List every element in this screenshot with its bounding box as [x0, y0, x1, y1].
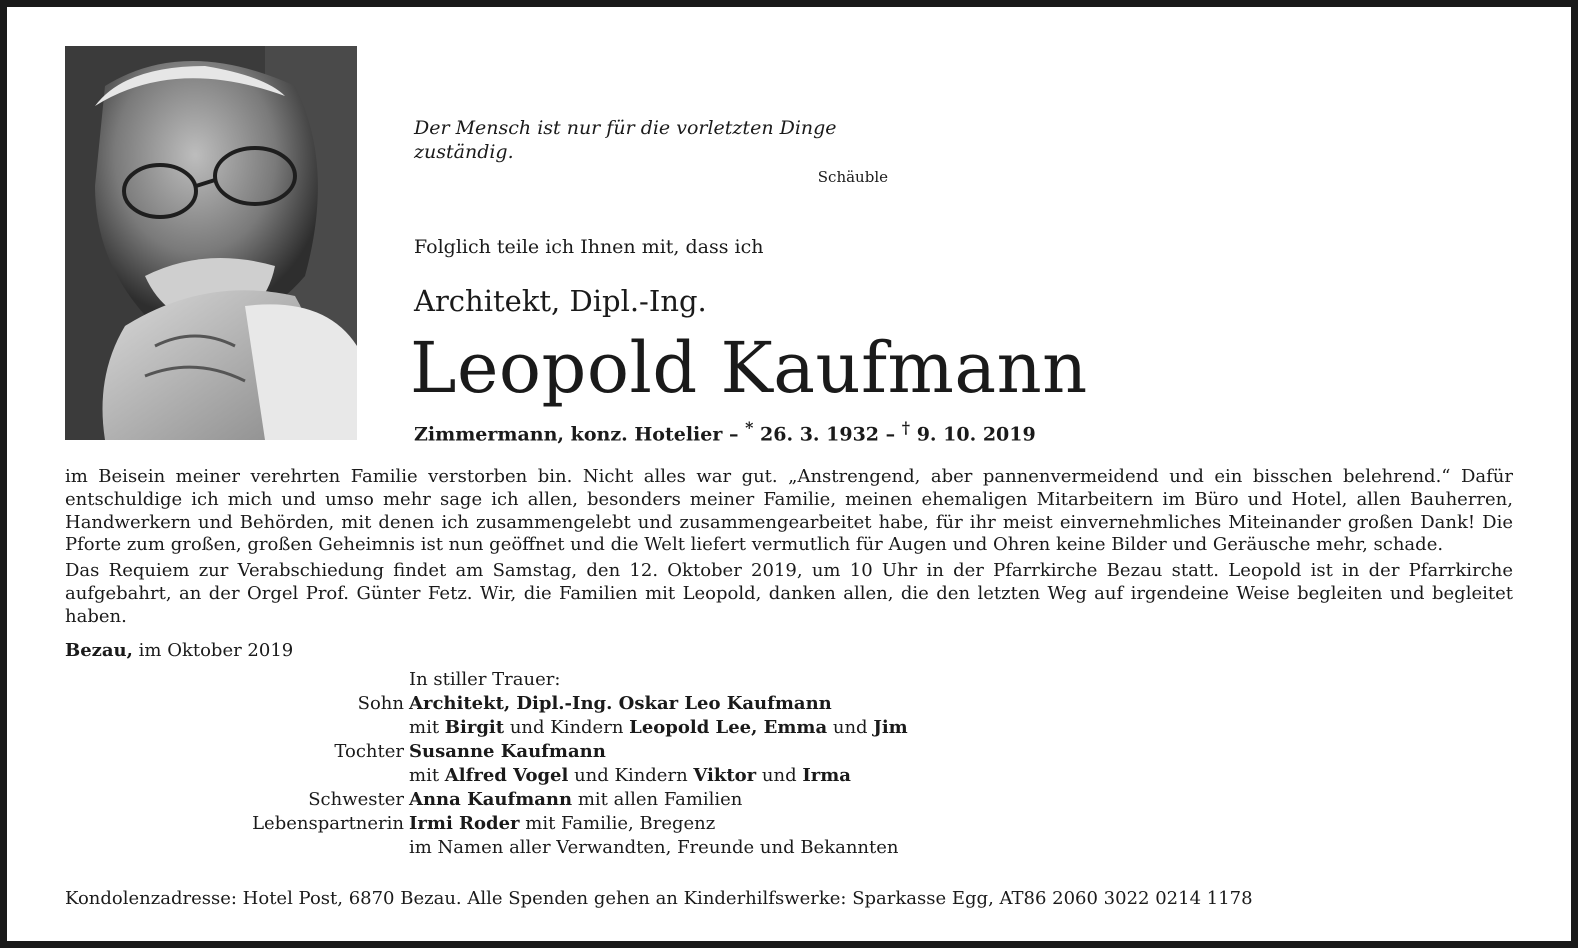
deceased-profession: Architekt, Dipl.-Ing. — [414, 284, 707, 318]
mourners-heading: In stiller Trauer: — [409, 669, 561, 690]
occupation: Zimmermann, konz. Hotelier — [414, 423, 723, 446]
body-paragraph: Das Requiem zur Verabschiedung findet am Samstag, den 12. Oktober 2019, um 10 Uhr in der Pfarrkirche Bezau statt. Leopold ist in der Pfarrkirche aufgebahrt, an der Orgel Prof. Günter Fetz. Wir, die Familien mit Leopold, danken allen, die den letzten Weg auf irgendeine Weise begleiten und begleitet haben. — [65, 560, 1513, 627]
connector-text: mit allen Familien — [577, 789, 743, 810]
notice-body — [65, 466, 1513, 629]
epigraph — [414, 116, 888, 186]
mourner-name: Alfred Vogel — [444, 765, 569, 786]
mourner-name: Viktor — [693, 765, 757, 786]
mourner-row — [200, 716, 1100, 740]
body-paragraph: im Beisein meiner verehrten Familie verstorben bin. Nicht alles war gut. „Anstrengend, aber pannenvermeidend und ein bisschen belehrend.“ Dafür entschuldige ich mich und umso mehr sage ich allen, besonders meiner Familie, meinen ehemaligen Mitarbeitern im Büro und Hotel, allen Bauherren, Handwerkern und Behörden, mit denen ich zusammengelebt und zusammengearbeitet habe, für ihr meist einvernehmliches Miteinander großen Dank! Die Pforte zum großen, großen Geheimnis ist nun geöffnet und die Welt liefert vermutlich für Augen und Ohren keine Bilder und Geräusche mehr, schade. — [65, 466, 1513, 556]
dash-separator: – — [729, 423, 746, 446]
mourner-row — [200, 812, 1100, 836]
mourners-heading-row — [200, 668, 1100, 692]
birth-date: 26. 3. 1932 — [760, 423, 880, 446]
mourner-name: Anna Kaufmann — [409, 789, 573, 810]
connector-text: mit — [409, 717, 440, 738]
deceased-name: Leopold Kaufmann — [410, 327, 1088, 409]
connector-text: und Kindern — [574, 765, 688, 786]
epigraph-author: Schäuble — [817, 168, 888, 186]
born-symbol: * — [745, 418, 754, 437]
connector-text: und — [832, 717, 868, 738]
closing-line: im Namen aller Verwandten, Freunde und Bekannten — [409, 837, 899, 858]
date: im Oktober 2019 — [138, 640, 294, 661]
place-date — [65, 640, 293, 661]
portrait-photo — [65, 46, 357, 440]
mourners-list — [200, 668, 1100, 860]
mourner-name: Jim — [873, 717, 908, 738]
condolence-footer: Kondolenzadresse: Hotel Post, 6870 Bezau. Alle Spenden gehen an Kinderhilfswerke: Sparkasse Egg, AT86 2060 3022 0214 1178 — [65, 888, 1253, 909]
mourner-row — [200, 836, 1100, 860]
connector-text: mit Familie, Bregenz — [525, 813, 716, 834]
mourner-row — [200, 764, 1100, 788]
mourner-row — [200, 740, 1100, 764]
mourner-name: Susanne Kaufmann — [409, 741, 606, 762]
relation-label: Tochter — [334, 741, 404, 762]
portrait-illustration — [65, 46, 357, 440]
mourner-name: Birgit — [444, 717, 505, 738]
death-symbol: † — [901, 418, 911, 437]
place: Bezau, — [65, 640, 133, 661]
epigraph-quote: Der Mensch ist nur für die vorletzten Dinge zuständig. — [414, 117, 837, 163]
dash-separator: – — [885, 423, 902, 446]
death-date: 9. 10. 2019 — [916, 423, 1036, 446]
mourner-name: Architekt, Dipl.-Ing. Oskar Leo Kaufmann — [409, 693, 832, 714]
mourner-row — [200, 692, 1100, 716]
mourner-name: Leopold Lee, Emma — [629, 717, 828, 738]
deceased-details — [414, 418, 1036, 445]
relation-label: Schwester — [308, 789, 404, 810]
relation-label: Sohn — [357, 693, 404, 714]
mourner-row — [200, 788, 1100, 812]
connector-text: mit — [409, 765, 440, 786]
intro-line: Folglich teile ich Ihnen mit, dass ich — [414, 236, 764, 258]
mourner-name: Irmi Roder — [409, 813, 520, 834]
connector-text: und Kindern — [509, 717, 624, 738]
mourner-name: Irma — [802, 765, 851, 786]
relation-label: Lebenspartnerin — [252, 813, 404, 834]
connector-text: und — [761, 765, 797, 786]
